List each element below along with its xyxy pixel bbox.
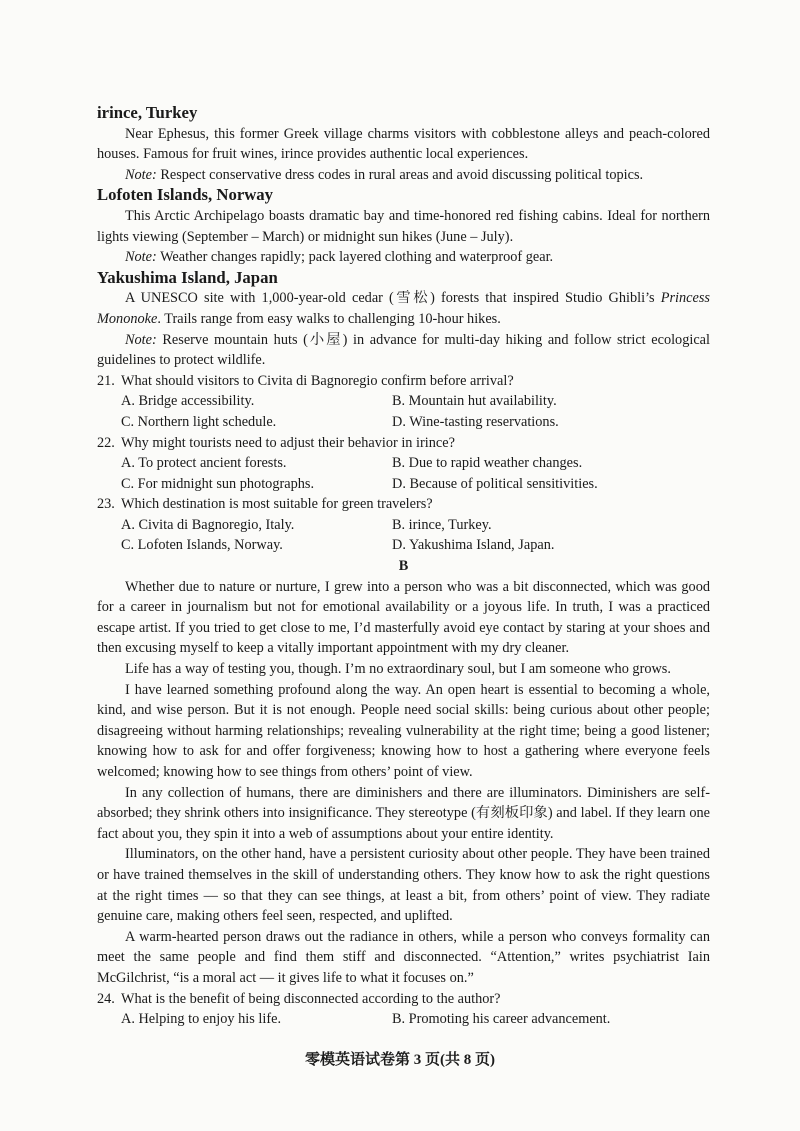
passage-paragraph: Whether due to nature or nurture, I grew into a person who was a bit disconnected, which was good for a career in journalism but not for emotional availability or a joyous life. In truth, I was a practiced escape artist. If you tried to get close to me, I’d masterfully avoid eye contact by staring at your shoes and then excusing myself to keep a vitally important appointment with my dry cleaner. [97,578,710,657]
destination-lofoten [97,185,710,267]
description-part: . Trails range from easy walks to challenging 10-hour hikes. [157,310,501,327]
destination-description: Near Ephesus, this former Greek village charms visitors with cobblestone alleys and peach-colored houses. Famous for fruit wines, irince provides authentic local experiences. [97,125,710,163]
question-text: Which destination is most suitable for green travelers? [121,496,433,513]
destination-irince [97,103,710,185]
options [97,1009,710,1030]
note-label: Note: [125,249,157,266]
destination-title: Yakushima Island, Japan [97,267,278,287]
film-title: Princess Mononoke [97,290,710,327]
destination-note [97,247,710,268]
question-text: What should visitors to Civita di Bagnoregio confirm before arrival? [121,372,514,389]
options [97,391,710,432]
option-b: B. Due to rapid weather changes. [392,455,583,472]
question-text: What is the benefit of being disconnected according to the author? [121,990,501,1007]
section-b-label: B [398,558,409,575]
note-label: Note: [125,331,157,348]
option-d: D. Wine-tasting reservations. [392,413,559,430]
option-a: A. To protect ancient forests. [121,455,287,472]
option-b: B. Mountain hut availability. [392,393,557,410]
question-number: 23. [97,496,115,513]
option-d: D. Yakushima Island, Japan. [392,537,555,554]
destination-description [97,288,710,329]
note-text: Reserve mountain huts (小屋) in advance for multi-day hiking and follow strict ecological guidelines to protect wildlife. [97,331,710,369]
question-text: Why might tourists need to adjust their behavior in irince? [121,434,455,451]
question-number: 24. [97,990,115,1007]
destination-title: irince, Turkey [97,103,198,122]
question-22 [97,433,710,495]
option-b: B. Promoting his career advancement. [392,1011,611,1028]
passage-paragraph: Illuminators, on the other hand, have a persistent curiosity about other people. They have been trained or have trained themselves in the skill of understanding others. They know how to ask the right questions at the right times — so that they can see things, at least a bit, from others’ point of view. They radiate genuine care, making others feel seen, respected, and uplifted. [97,846,710,925]
passage-paragraph: Life has a way of testing you, though. I’m no extraordinary soul, but I am someone who grows. [125,661,671,678]
question-stem [97,494,710,515]
options [97,515,710,556]
question-number: 22. [97,434,115,451]
note-text: Weather changes rapidly; pack layered clothing and waterproof gear. [156,249,554,266]
page-footer: 零模英语试卷第 3 页(共 8 页) [305,1052,495,1068]
option-b: B. irince, Turkey. [392,516,492,533]
destination-note [97,330,710,371]
question-number: 21. [97,372,115,389]
options [97,453,710,494]
question-stem [97,433,710,454]
note-label: Note: [125,166,157,183]
option-d: D. Because of political sensitivities. [392,475,598,492]
option-c: C. Lofoten Islands, Norway. [121,537,283,554]
option-a: A. Bridge accessibility. [121,393,255,410]
destination-title: Lofoten Islands, Norway [97,185,274,205]
destination-note [97,165,710,186]
question-stem [97,989,710,1010]
page-content [97,103,710,1030]
note-text: Respect conservative dress codes in rural areas and avoid discussing political topics. [156,166,644,183]
question-21 [97,371,710,433]
option-a: A. Civita di Bagnoregio, Italy. [121,516,295,533]
passage-paragraph: I have learned something profound along the way. An open heart is essential to becoming a whole, kind, and wise person. But it is not enough. People need social skills: being curious about other people; disagreeing without harming relationships; revealing vulnerability at the right time; being a good listener; knowing how to ask for and offer forgiveness; knowing how to host a gathering where everyone feels welcomed; knowing how to see things from others’ point of view. [97,681,710,780]
option-a: A. Helping to enjoy his life. [121,1011,282,1028]
description-part: A UNESCO site with 1,000-year-old cedar (雪松) forests that inspired Studio Ghibli’s [125,290,661,307]
passage-paragraph: A warm-hearted person draws out the radiance in others, while a person who conveys formality can meet the same people and find them stiff and disconnected. “Attention,” writes psychiatrist Iain McGilchrist, “is a moral act — it gives life to what it focuses on.” [97,928,710,986]
passage-b [97,577,710,989]
destination-yakushima [97,268,710,371]
question-stem [97,371,710,392]
question-23 [97,494,710,556]
destination-description: This Arctic Archipelago boasts dramatic bay and time-honored red fishing cabins. Ideal for northern lights viewing (September – March) or midnight sun hikes (June – July). [97,207,710,245]
question-24 [97,989,710,1030]
passage-paragraph: In any collection of humans, there are diminishers and there are illuminators. Diminishers are self-absorbed; they shrink others into insignificance. They stereotype (有刻板印象) and label. If they learn one fact about you, they spin it into a web of assumptions about your entire identity. [97,784,710,842]
option-c: C. For midnight sun photographs. [121,475,315,492]
option-c: C. Northern light schedule. [121,413,277,430]
